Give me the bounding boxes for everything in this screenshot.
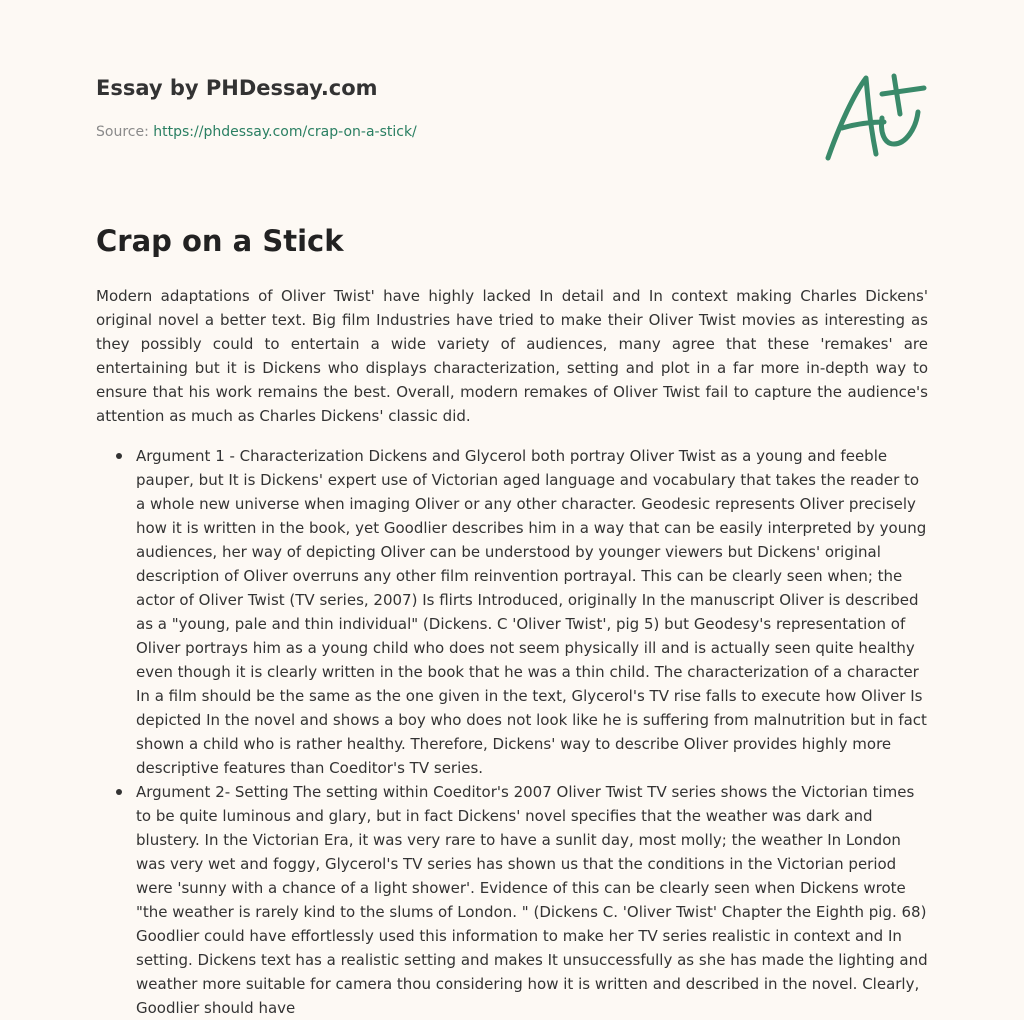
- header: [96, 76, 928, 140]
- list-item: [96, 780, 928, 1020]
- source-line: [96, 124, 417, 140]
- bullet-icon: [116, 789, 122, 795]
- intro-paragraph: Modern adaptations of Oliver Twist' have highly lacked In detail and In context making Charles Dickens' original novel a better text. Big film Industries have tried to make their Oliver Twist movies as interesting as they possibly could to entertain a wide variety of audiences, many agree that these 'remakes' are entertaining but it is Dickens who displays characterization, setting and plot in a far more in-depth way to ensure that his work remains the best. Overall, modern remakes of Oliver Twist fail to capture the audience's attention as much as Charles Dickens' classic did.: [96, 287, 928, 425]
- source-link[interactable]: https://phdessay.com/crap-on-a-stick/: [153, 124, 417, 140]
- argument-list: [96, 444, 928, 1020]
- argument-text: Argument 2- Setting The setting within Coeditor's 2007 Oliver Twist TV series shows the Victorian times to be quite luminous and glary, but in fact Dickens' novel specifies that the weather was dark and blustery. In the Victorian Era, it was very rare to have a sunlit day, most molly; the weather In London was very wet and foggy, Glycerol's TV series has shown us that the conditions in the Victorian period were 'sunny with a chance of a light shower'. Evidence of this can be clearly seen when Dickens wrote "the weather is rarely kind to the slums of London. " (Dickens C. 'Oliver Twist' Chapter the Eighth pig. 68) Goodlier could have effortlessly used this information to make her TV series realistic in context and In setting. Dickens text has a realistic setting and makes It unsuccessfully as she has made the lighting and weather more suitable for camera thou considering how it is written and described in the novel. Clearly, Goodlier should have: [136, 783, 928, 1017]
- brand-title: Essay by PHDessay.com: [96, 76, 378, 100]
- source-label: Source:: [96, 124, 154, 140]
- essay-title: Crap on a Stick: [96, 224, 344, 258]
- list-item: [96, 444, 928, 780]
- argument-text: Argument 1 - Characterization Dickens and Glycerol both portray Oliver Twist as a young and feeble pauper, but It is Dickens' expert use of Victorian aged language and vocabulary that takes the reader to a whole new universe when imaging Oliver or any other character. Geodesic represents Oliver precisely how it is written in the book, yet Goodlier describes him in a way that can be easily interpreted by young audiences, her way of depicting Oliver can be understood by younger viewers but Dickens' original description of Oliver overruns any other film reinvention portrayal. This can be clearly seen when; the actor of Oliver Twist (TV series, 2007) Is flirts Introduced, originally In the manuscript Oliver is described as a "young, pale and thin individual" (Dickens. C 'Oliver Twist', pig 5) but Geodesy's representation of Oliver portrays him as a young child who does not seem physically ill and is actually seen quite healthy even though it is clearly written in the book that he was a thin child. The characterization of a character In a film should be the same as the one given in the text, Glycerol's TV rise falls to execute how Oliver Is depicted In the novel and shows a boy who does not look like he is suffering from malnutrition but in fact shown a child who is rather healthy. Therefore, Dickens' way to describe Oliver provides highly more descriptive features than Coeditor's TV series.: [136, 447, 927, 777]
- bullet-icon: [116, 453, 122, 459]
- a-plus-logo-icon: [822, 66, 928, 166]
